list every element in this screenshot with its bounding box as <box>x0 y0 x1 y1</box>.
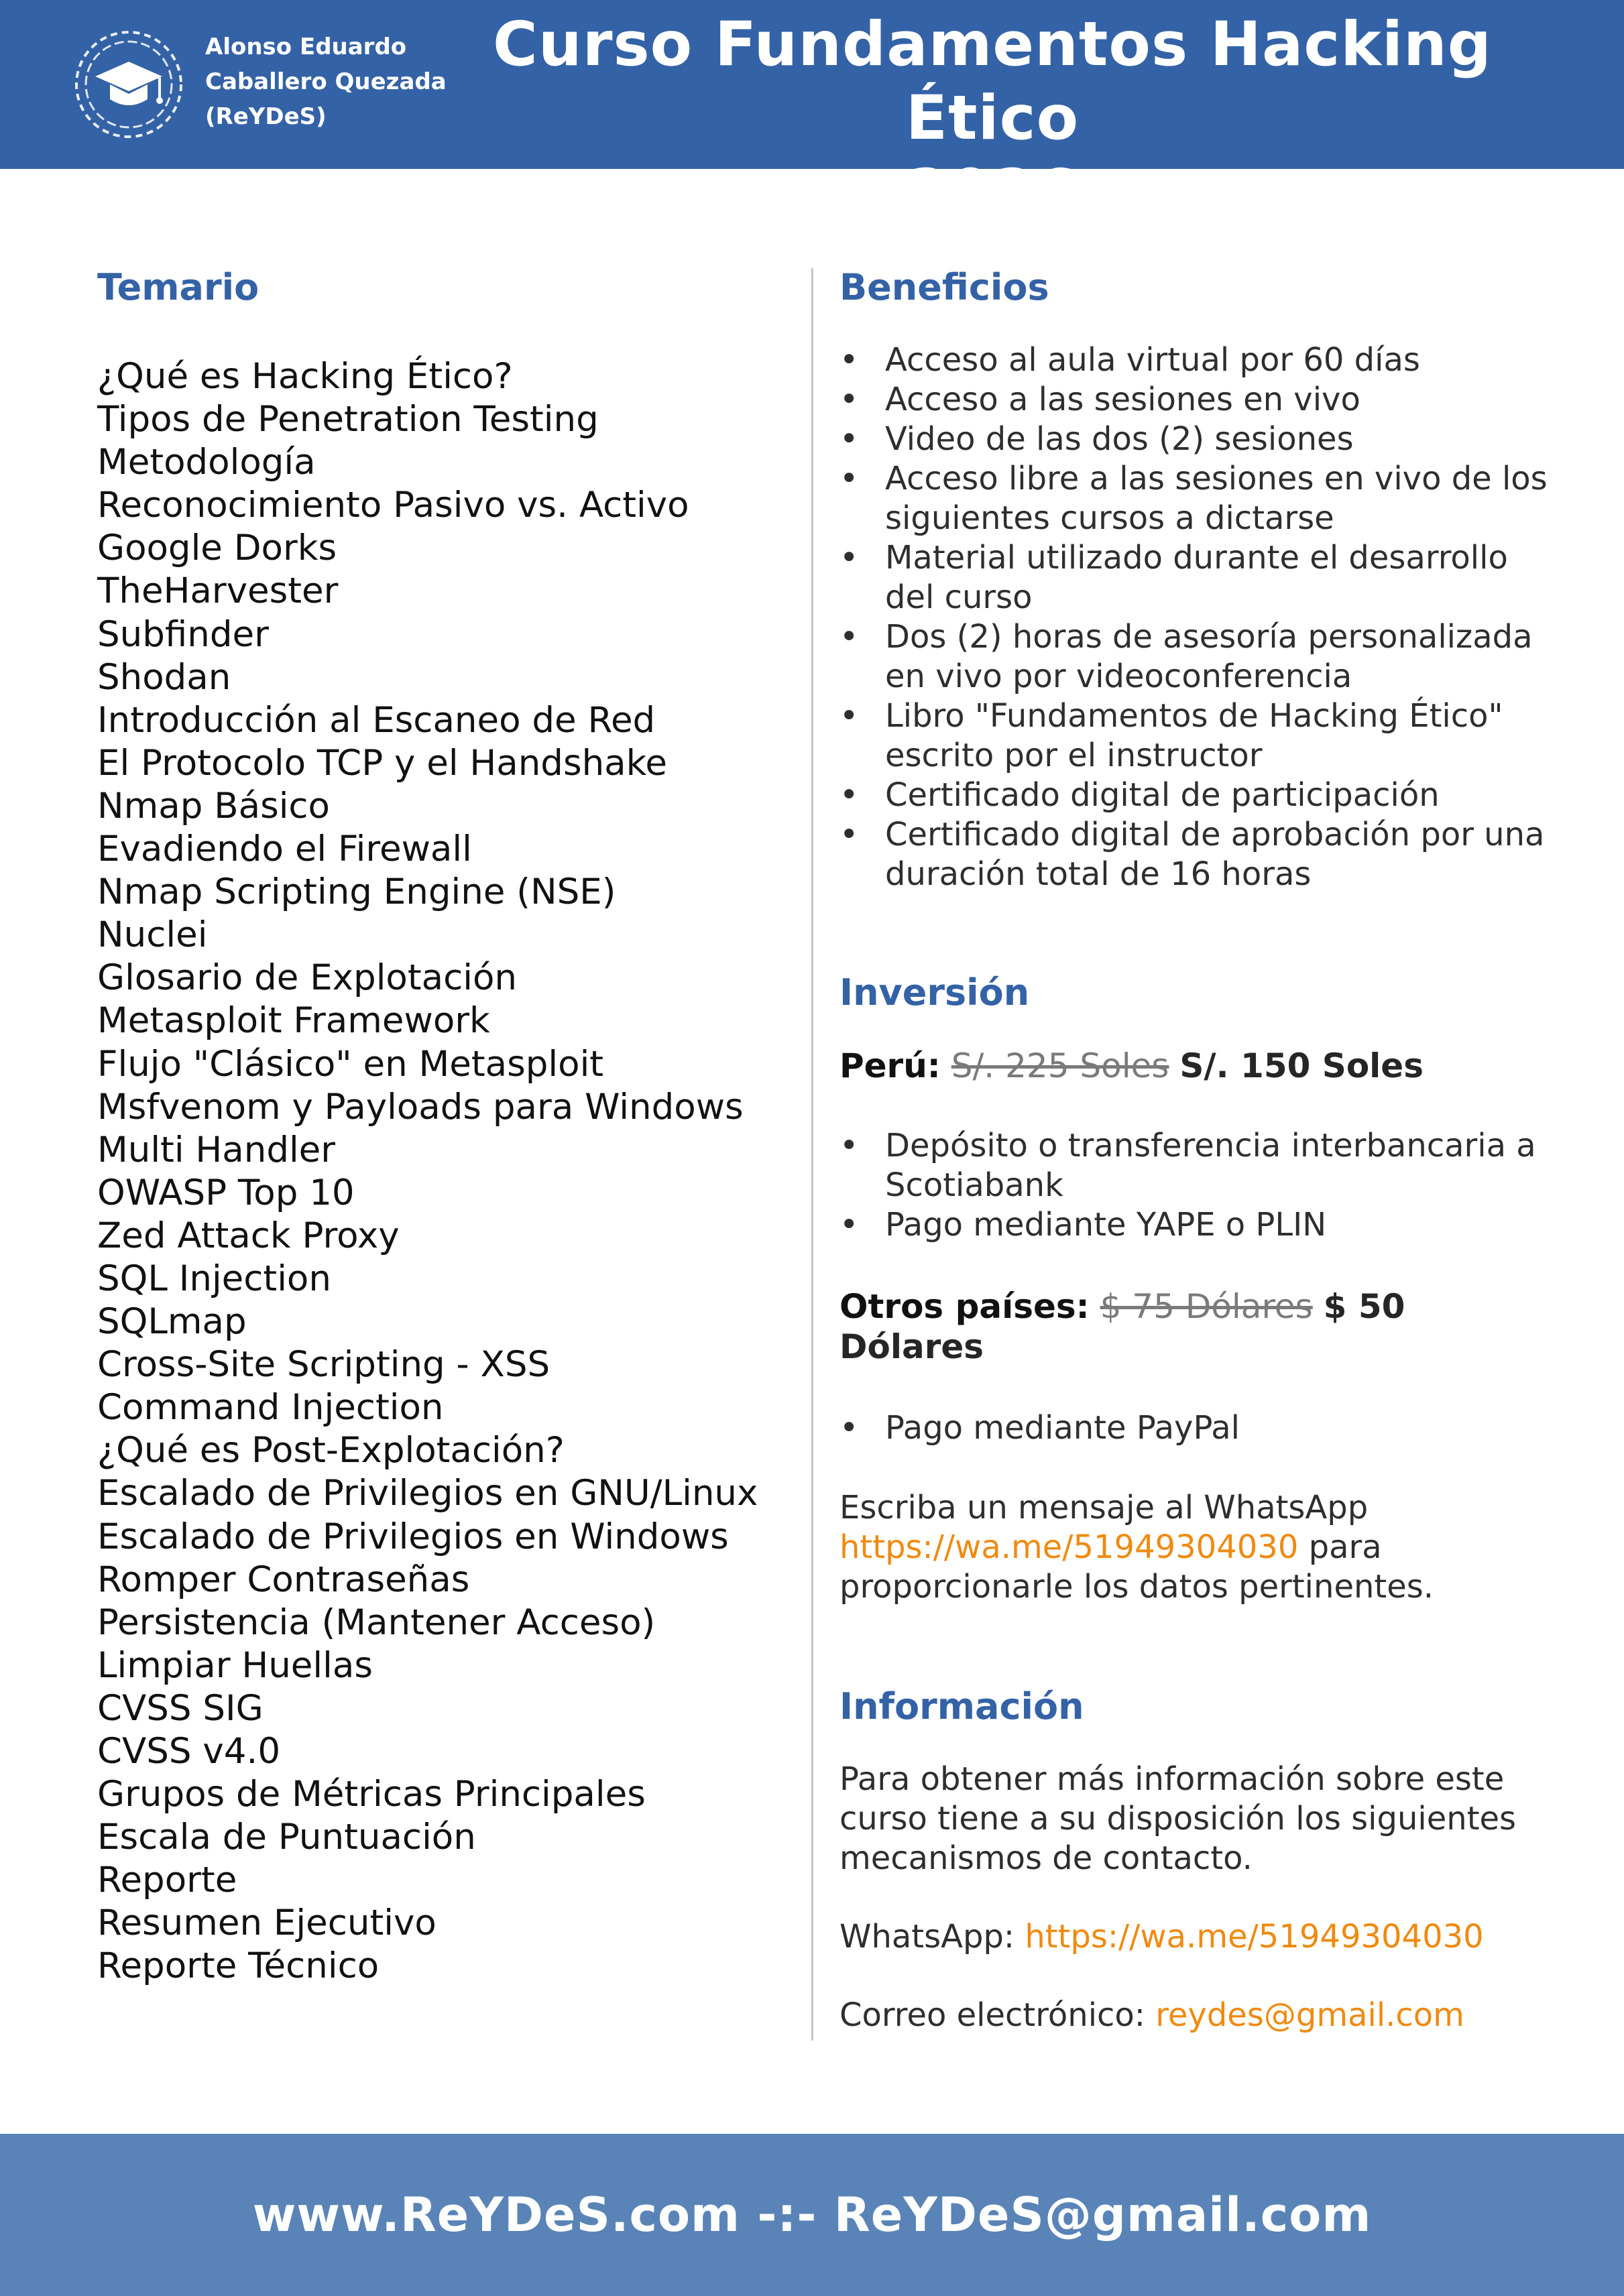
beneficios-title: Beneficios <box>839 266 1049 308</box>
contact-email-link[interactable]: reydes@gmail.com <box>1155 1996 1464 2034</box>
temario-item: Metasploit Framework <box>97 1000 490 1042</box>
header-banner <box>0 0 1624 227</box>
temario-item: Escalado de Privilegios en Windows <box>97 1516 729 1557</box>
price-peru-new: S/. 150 Soles <box>1179 1046 1424 1085</box>
contact-whatsapp-label: WhatsApp: <box>839 1918 1015 1955</box>
temario-item: Google Dorks <box>97 528 337 569</box>
temario-item: Nmap Scripting Engine (NSE) <box>97 871 616 913</box>
inversion-title: Inversión <box>839 971 1030 1014</box>
temario-section <box>97 260 795 1988</box>
contact-email-label: Correo electrónico: <box>839 1996 1145 2034</box>
temario-item: Tipos de Penetration Testing <box>97 399 599 440</box>
whatsapp-message-after: para proporcionarle los datos pertinentes. <box>839 1528 1434 1606</box>
page-title <box>429 8 1556 229</box>
temario-item: Reporte <box>97 1860 237 1901</box>
temario-item: Resumen Ejecutivo <box>97 1902 437 1944</box>
beneficio-item: • Dos (2) horas de asesoría personalizada en vivo por videoconferencia <box>839 617 1550 697</box>
temario-item: El Protocolo TCP y el Handshake <box>97 742 668 784</box>
author-line-3: (ReYDeS) <box>205 103 327 130</box>
price-otros-new: $ 50 Dólares <box>839 1287 1405 1366</box>
column-divider <box>811 268 813 2041</box>
beneficio-item: • Certificado digital de participación <box>839 776 1550 815</box>
footer-banner <box>0 2134 1624 2296</box>
price-otros-label: Otros países: <box>839 1287 1090 1326</box>
temario-item: Msfvenom y Payloads para Windows <box>97 1086 744 1128</box>
price-peru-old: S/. 225 Soles <box>951 1046 1169 1085</box>
contact-whatsapp-link[interactable]: https://wa.me/51949304030 <box>1025 1918 1484 1955</box>
whatsapp-message-before: Escriba un mensaje al WhatsApp <box>839 1489 1369 1526</box>
beneficio-item: • Acceso libre a las sesiones en vivo de los siguientes cursos a dictarse <box>839 459 1550 538</box>
temario-title: Temario <box>97 266 259 308</box>
temario-item: Metodología <box>97 442 316 483</box>
list-item: • Pago mediante YAPE o PLIN <box>839 1205 1550 1245</box>
temario-item: SQLmap <box>97 1301 247 1343</box>
beneficio-item: • Certificado digital de aprobación por una duración total de 16 horas <box>839 815 1550 894</box>
title-line-1: Curso Fundamentos Hacking Ético <box>493 9 1492 154</box>
temario-item: Romper Contraseñas <box>97 1559 470 1600</box>
temario-item: Cross-Site Scripting - XSS <box>97 1344 550 1386</box>
temario-item: Glosario de Explotación <box>97 957 517 999</box>
beneficio-item: • Material utilizado durante el desarrollo del curso <box>839 538 1550 617</box>
contact-whatsapp <box>839 1917 1550 1957</box>
price-otros-old: $ 75 Dólares <box>1100 1287 1313 1326</box>
temario-item: Subfinder <box>97 613 269 655</box>
temario-item: Escala de Puntuación <box>97 1817 476 1858</box>
temario-item: Multi Handler <box>97 1129 336 1170</box>
temario-item: OWASP Top 10 <box>97 1172 355 1213</box>
price-peru <box>839 1046 1550 1086</box>
temario-item: Limpiar Huellas <box>97 1644 373 1686</box>
informacion-intro: Para obtener más información sobre este curso tiene a su disposición los siguientes mecanismos de contacto. <box>839 1760 1517 1877</box>
temario-item: Reporte Técnico <box>97 1945 380 1987</box>
temario-item: Flujo "Clásico" en Metasploit <box>97 1043 604 1085</box>
peru-payment-methods <box>839 1126 1550 1245</box>
informacion-title: Información <box>839 1685 1084 1728</box>
whatsapp-message-link[interactable]: https://wa.me/51949304030 <box>839 1528 1299 1566</box>
otros-payment-methods <box>839 1408 1550 1448</box>
temario-item: Evadiendo el Firewall <box>97 829 472 870</box>
footer-text[interactable]: www.ReYDeS.com -:- ReYDeS@gmail.com <box>252 2187 1372 2242</box>
whatsapp-message <box>839 1488 1550 1607</box>
temario-item: Nmap Básico <box>97 785 330 827</box>
graduation-cap-laurel-icon <box>72 29 185 139</box>
temario-item: ¿Qué es Hacking Ético? <box>97 356 513 397</box>
temario-item: Persistencia (Mantener Acceso) <box>97 1602 656 1643</box>
list-item: • Pago mediante PayPal <box>839 1408 1550 1448</box>
beneficio-item: • Libro "Fundamentos de Hacking Ético" escrito por el instructor <box>839 697 1550 776</box>
contact-email <box>839 1996 1550 2035</box>
temario-item: Reconocimiento Pasivo vs. Activo <box>97 485 689 526</box>
right-column <box>839 260 1550 2035</box>
temario-item: Shodan <box>97 656 231 698</box>
price-peru-label: Perú: <box>839 1046 941 1085</box>
list-item: • Depósito o transferencia interbancaria a Scotiabank <box>839 1126 1550 1205</box>
temario-item: SQL Injection <box>97 1258 331 1299</box>
beneficio-item: • Video de las dos (2) sesiones <box>839 420 1550 459</box>
temario-item: Introducción al Escaneo de Red <box>97 699 656 741</box>
temario-item: Nuclei <box>97 914 208 956</box>
temario-item: CVSS v4.0 <box>97 1731 281 1772</box>
author-line-2: Caballero Quezada <box>205 68 447 95</box>
temario-item: ¿Qué es Post-Explotación? <box>97 1430 565 1471</box>
temario-list <box>97 355 795 1988</box>
price-otros <box>839 1286 1550 1367</box>
beneficio-item: • Acceso a las sesiones en vivo <box>839 380 1550 420</box>
beneficio-item: • Acceso al aula virtual por 60 días <box>839 341 1550 380</box>
temario-item: Grupos de Métricas Principales <box>97 1774 646 1815</box>
temario-item: Command Injection <box>97 1387 444 1429</box>
temario-item: TheHarvester <box>97 570 339 612</box>
title-line-2: 2026 <box>906 157 1079 227</box>
temario-item: CVSS SIG <box>97 1687 264 1729</box>
author-line-1: Alonso Eduardo <box>205 34 407 60</box>
temario-item: Zed Attack Proxy <box>97 1215 400 1256</box>
author-name <box>205 29 447 134</box>
temario-item: Escalado de Privilegios en GNU/Linux <box>97 1473 758 1514</box>
beneficios-list <box>839 341 1550 894</box>
